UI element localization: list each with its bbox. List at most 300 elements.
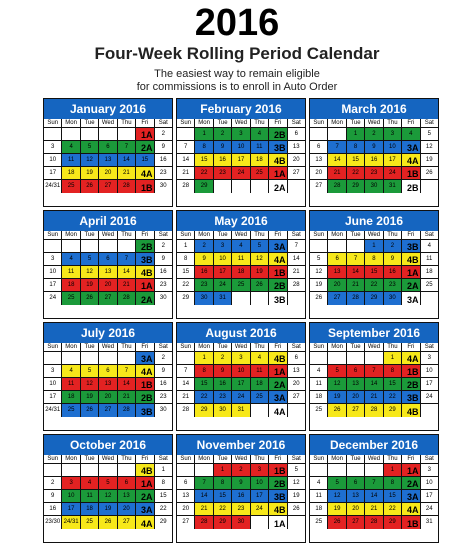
day-cell: 11 [62, 378, 80, 390]
month-title: June 2016 [310, 211, 438, 231]
day-cell: 8 [347, 141, 365, 153]
day-cell: 12 [310, 266, 328, 278]
month-panel [309, 210, 439, 319]
day-cell: 7 [347, 253, 365, 265]
period-code [269, 404, 287, 417]
day-cell: 20 [347, 503, 365, 515]
day-cell: 12 [81, 154, 99, 166]
day-cell: 12 [81, 378, 99, 390]
month-panel [43, 434, 173, 543]
week-row [177, 180, 305, 193]
weekday-label: Fri [402, 231, 420, 239]
day-cell [251, 292, 269, 305]
day-cell [288, 180, 305, 193]
day-cell: 21 [347, 279, 365, 291]
day-cell: 29 [384, 516, 402, 529]
week-row [177, 490, 305, 503]
day-cell [347, 352, 365, 364]
weekday-label: Sun [44, 455, 62, 463]
day-cell: 7 [118, 365, 136, 377]
day-cell: 13 [177, 490, 195, 502]
day-cell: 31 [232, 404, 250, 417]
period-code-label: 3A [274, 242, 286, 252]
period-code [402, 240, 420, 252]
day-cell: 15 [195, 378, 213, 390]
week-row [44, 292, 172, 305]
period-code [136, 292, 154, 305]
period-code-label: 4B [407, 407, 419, 417]
day-cell: 2 [214, 352, 232, 364]
day-cell: 14 [365, 378, 383, 390]
weekday-label: Thu [384, 119, 402, 127]
day-cell: 15 [384, 378, 402, 390]
day-cell: 3 [62, 477, 80, 489]
day-cell: 14 [328, 154, 346, 166]
day-cell: 9 [161, 144, 165, 150]
day-cell: 1 [214, 464, 232, 476]
day-cell: 18 [251, 378, 269, 390]
day-cell: 19 [425, 157, 433, 163]
tagline-line-1: The easiest way to remain eligible [154, 68, 320, 80]
day-cell: 14 [292, 256, 300, 262]
weekday-label: Sun [44, 231, 62, 239]
day-cell [177, 464, 195, 476]
month-title: July 2016 [44, 323, 172, 343]
week-row [44, 253, 172, 266]
period-code-label: 2A [274, 183, 286, 193]
period-code-label: 3A [407, 492, 419, 502]
period-code [402, 154, 420, 166]
day-cell: 25 [251, 391, 269, 403]
period-code-label: 3A [141, 354, 153, 364]
month-title: March 2016 [310, 99, 438, 119]
weekday-label: Fri [269, 231, 287, 239]
weekday-label: Thu [384, 231, 402, 239]
day-cell: 23 [232, 503, 250, 515]
day-cell: 15 [365, 266, 383, 278]
period-code [136, 279, 154, 291]
day-cell: 16 [159, 381, 167, 387]
day-cell: 1 [177, 240, 195, 252]
week-row [44, 266, 172, 279]
day-cell [328, 352, 346, 364]
day-cell [118, 464, 136, 476]
day-cell: 10 [44, 266, 62, 278]
day-cell: 26 [99, 516, 117, 529]
weekday-label: Tue [214, 231, 232, 239]
weekday-header [177, 231, 305, 240]
week-row [177, 391, 305, 404]
period-code-label: 4B [274, 156, 286, 166]
weekday-label: Sat [291, 232, 301, 238]
day-cell: 5 [251, 240, 269, 252]
day-cell: 19 [81, 391, 99, 403]
weekday-label: Wed [365, 455, 383, 463]
week-row [310, 391, 438, 404]
day-cell: 22 [159, 506, 167, 512]
day-cell: 20 [347, 391, 365, 403]
week-row [44, 503, 172, 516]
period-code-label: 1B [407, 169, 419, 179]
day-cell: 26 [81, 404, 99, 417]
day-cell: 25 [81, 516, 99, 529]
period-code [136, 391, 154, 403]
week-row [44, 180, 172, 193]
day-cell: 27 [177, 516, 195, 529]
weekday-label: Sat [158, 232, 168, 238]
day-cell: 9 [161, 256, 165, 262]
week-row [44, 516, 172, 529]
day-cell: 6 [294, 355, 298, 361]
day-cell: 17 [214, 266, 232, 278]
period-code [269, 477, 287, 489]
month-panel [176, 98, 306, 207]
weekday-label: Thu [251, 231, 269, 239]
weekday-label: Sun [177, 455, 195, 463]
day-cell [328, 464, 346, 476]
day-cell [310, 128, 328, 140]
day-cell: 19 [251, 266, 269, 278]
period-code [136, 266, 154, 278]
day-cell: 23/30 [44, 516, 62, 529]
weekday-label: Wed [232, 119, 250, 127]
weekday-label: Sat [424, 120, 434, 126]
day-cell [44, 240, 62, 252]
day-cell: 10 [232, 365, 250, 377]
period-code [136, 516, 154, 529]
day-cell [99, 464, 117, 476]
period-code [402, 404, 420, 417]
week-row [177, 128, 305, 141]
period-code [269, 180, 287, 193]
day-cell: 1 [347, 128, 365, 140]
day-cell: 26 [81, 292, 99, 305]
day-cell: 1 [195, 352, 213, 364]
day-cell: 15 [159, 493, 167, 499]
day-cell: 13 [99, 266, 117, 278]
period-code-label: 2B [274, 281, 286, 291]
month-title: October 2016 [44, 435, 172, 455]
day-cell: 24/31 [44, 404, 62, 417]
weekday-label: Mon [62, 343, 80, 351]
week-row [310, 180, 438, 193]
day-cell: 20 [177, 503, 195, 515]
day-cell: 21 [365, 391, 383, 403]
week-row [177, 141, 305, 154]
day-cell: 16 [195, 266, 213, 278]
period-code-label: 3B [141, 255, 153, 265]
day-cell: 5 [328, 477, 346, 489]
period-code-label: 3B [274, 295, 286, 305]
day-cell: 4 [62, 365, 80, 377]
day-cell [310, 352, 328, 364]
weekday-label: Mon [62, 455, 80, 463]
day-cell: 19 [328, 391, 346, 403]
day-cell: 17 [44, 391, 62, 403]
day-cell: 22 [365, 279, 383, 291]
day-cell: 8 [214, 477, 232, 489]
day-cell: 20 [310, 167, 328, 179]
day-cell: 6 [99, 141, 117, 153]
weekday-label: Tue [81, 343, 99, 351]
day-cell: 11 [310, 378, 328, 390]
period-code-label: 4B [141, 268, 153, 278]
day-cell: 4 [232, 240, 250, 252]
day-cell: 18 [251, 154, 269, 166]
day-cell [347, 464, 365, 476]
day-cell: 11 [310, 490, 328, 502]
day-cell: 30 [232, 516, 250, 529]
week-row [310, 128, 438, 141]
day-cell: 11 [81, 490, 99, 502]
day-cell [81, 128, 99, 140]
day-cell [81, 352, 99, 364]
period-code-label: 1A [274, 169, 286, 179]
day-cell: 26 [81, 180, 99, 193]
weekday-label: Sat [424, 344, 434, 350]
week-row [177, 365, 305, 378]
weekday-label: Mon [328, 343, 346, 351]
week-row [310, 266, 438, 279]
period-code-label: 4A [407, 505, 419, 515]
weekday-label: Mon [195, 343, 213, 351]
day-cell: 16 [159, 157, 167, 163]
day-cell: 11 [62, 266, 80, 278]
day-cell: 26 [292, 506, 300, 512]
day-cell: 17 [44, 167, 62, 179]
day-cell [62, 464, 80, 476]
day-cell: 13 [347, 490, 365, 502]
period-code-label: 3A [407, 295, 419, 305]
month-panel [176, 322, 306, 431]
day-cell: 16 [232, 490, 250, 502]
day-cell [99, 352, 117, 364]
day-cell: 30 [384, 292, 402, 305]
weekday-label: Tue [81, 231, 99, 239]
day-cell: 21 [118, 167, 136, 179]
day-cell: 22 [384, 391, 402, 403]
day-cell: 8 [195, 141, 213, 153]
day-cell: 30 [365, 180, 383, 193]
day-cell [81, 240, 99, 252]
day-cell: 18 [232, 266, 250, 278]
week-row [44, 240, 172, 253]
period-code-label: 1A [407, 466, 419, 476]
period-code [136, 365, 154, 377]
day-cell: 17 [384, 154, 402, 166]
period-code [269, 352, 287, 364]
day-cell: 14 [177, 154, 195, 166]
day-cell: 14 [195, 490, 213, 502]
page-subtitle: Four-Week Rolling Period Calendar [94, 44, 380, 63]
day-cell: 16 [44, 503, 62, 515]
day-cell: 25 [62, 180, 80, 193]
period-code [269, 167, 287, 179]
day-cell: 11 [251, 141, 269, 153]
day-cell: 7 [177, 141, 195, 153]
day-cell: 29 [195, 404, 213, 417]
day-cell: 19 [81, 167, 99, 179]
day-cell: 5 [81, 365, 99, 377]
weekday-header [310, 231, 438, 240]
day-cell [118, 352, 136, 364]
tagline-line-2: for commissions is to enroll in Auto Order [136, 81, 338, 93]
weekday-header [177, 119, 305, 128]
day-cell [365, 352, 383, 364]
day-cell: 10 [384, 141, 402, 153]
period-code [402, 292, 420, 305]
weekday-label: Sat [158, 120, 168, 126]
weekday-label: Thu [118, 119, 136, 127]
day-cell: 13 [292, 144, 300, 150]
day-cell: 24/31 [62, 516, 80, 529]
period-code [402, 490, 420, 502]
day-cell: 22 [214, 503, 232, 515]
period-code-label: 2B [407, 380, 419, 390]
day-cell: 13 [292, 368, 300, 374]
period-code [269, 154, 287, 166]
day-cell: 25 [310, 516, 328, 529]
day-cell: 15 [214, 490, 232, 502]
period-code-label: 3A [141, 505, 153, 515]
month-panel [43, 98, 173, 207]
day-cell: 6 [118, 477, 136, 489]
month-title: January 2016 [44, 99, 172, 119]
weekday-label: Mon [328, 231, 346, 239]
day-cell: 1 [384, 352, 402, 364]
period-code [269, 141, 287, 153]
weekday-label: Thu [118, 343, 136, 351]
weekday-label: Sun [177, 119, 195, 127]
day-cell: 15 [347, 154, 365, 166]
day-cell: 27 [347, 404, 365, 417]
week-row [310, 516, 438, 529]
day-cell: 28 [365, 404, 383, 417]
period-code [402, 266, 420, 278]
day-cell [177, 128, 195, 140]
period-code [269, 128, 287, 140]
day-cell: 23 [159, 282, 167, 288]
week-row [44, 365, 172, 378]
day-cell: 10 [214, 253, 232, 265]
period-code [402, 141, 420, 153]
weekday-label: Thu [251, 119, 269, 127]
weekday-label: Sat [158, 456, 168, 462]
week-row [44, 154, 172, 167]
period-code [136, 503, 154, 515]
period-code [136, 180, 154, 193]
week-row [310, 253, 438, 266]
day-cell: 12 [251, 253, 269, 265]
weekday-label: Sun [310, 119, 328, 127]
period-code [136, 141, 154, 153]
period-code-label: 4A [141, 367, 153, 377]
weekday-label: Sat [424, 232, 434, 238]
weekday-label: Fri [136, 231, 154, 239]
weekday-label: Sun [44, 343, 62, 351]
day-cell: 24/31 [44, 180, 62, 193]
day-cell: 18 [425, 269, 433, 275]
day-cell: 29 [365, 292, 383, 305]
day-cell: 21 [177, 391, 195, 403]
weekday-label: Sat [291, 344, 301, 350]
week-row [44, 490, 172, 503]
day-cell [232, 292, 250, 305]
day-cell: 8 [177, 253, 195, 265]
day-cell: 10 [44, 378, 62, 390]
day-cell [328, 240, 346, 252]
day-cell: 9 [214, 365, 232, 377]
day-cell: 29 [159, 519, 167, 525]
weekday-header [177, 343, 305, 352]
day-cell: 3 [427, 355, 431, 361]
day-cell: 7 [118, 253, 136, 265]
week-row [44, 378, 172, 391]
day-cell: 12 [425, 144, 433, 150]
day-cell [421, 404, 438, 417]
day-cell [310, 240, 328, 252]
day-cell: 23 [214, 391, 232, 403]
period-code [402, 365, 420, 377]
week-row [310, 279, 438, 292]
month-title: August 2016 [177, 323, 305, 343]
day-cell: 22 [384, 503, 402, 515]
day-cell: 7 [195, 477, 213, 489]
period-code [136, 253, 154, 265]
day-cell: 9 [365, 141, 383, 153]
day-cell [195, 464, 213, 476]
day-cell: 30 [214, 404, 232, 417]
weekday-label: Wed [232, 343, 250, 351]
day-cell: 28 [328, 180, 346, 193]
week-row [310, 477, 438, 490]
period-code-label: 1A [274, 519, 286, 529]
period-code [402, 279, 420, 291]
day-cell: 23 [159, 394, 167, 400]
day-cell: 13 [347, 378, 365, 390]
week-row [44, 128, 172, 141]
day-cell: 4 [251, 352, 269, 364]
day-cell: 11 [232, 253, 250, 265]
weekday-label: Wed [365, 231, 383, 239]
day-cell [62, 240, 80, 252]
week-row [310, 141, 438, 154]
day-cell: 18 [62, 391, 80, 403]
weekday-label: Tue [81, 119, 99, 127]
day-cell: 16 [159, 269, 167, 275]
day-cell: 25 [310, 404, 328, 417]
period-code-label: 2B [274, 130, 286, 140]
day-cell: 27 [118, 516, 136, 529]
day-cell: 3 [384, 128, 402, 140]
day-cell [44, 352, 62, 364]
day-cell: 16 [214, 154, 232, 166]
week-row [44, 391, 172, 404]
day-cell: 3 [427, 467, 431, 473]
day-cell: 7 [177, 365, 195, 377]
period-code-label: 4A [407, 156, 419, 166]
day-cell: 1 [195, 128, 213, 140]
day-cell: 31 [425, 519, 433, 525]
day-cell: 20 [99, 279, 117, 291]
day-cell: 30 [159, 407, 167, 413]
weekday-label: Wed [232, 455, 250, 463]
week-row [310, 292, 438, 305]
day-cell: 8 [384, 365, 402, 377]
day-cell: 28 [347, 292, 365, 305]
day-cell: 9 [161, 368, 165, 374]
weekday-label: Mon [62, 119, 80, 127]
